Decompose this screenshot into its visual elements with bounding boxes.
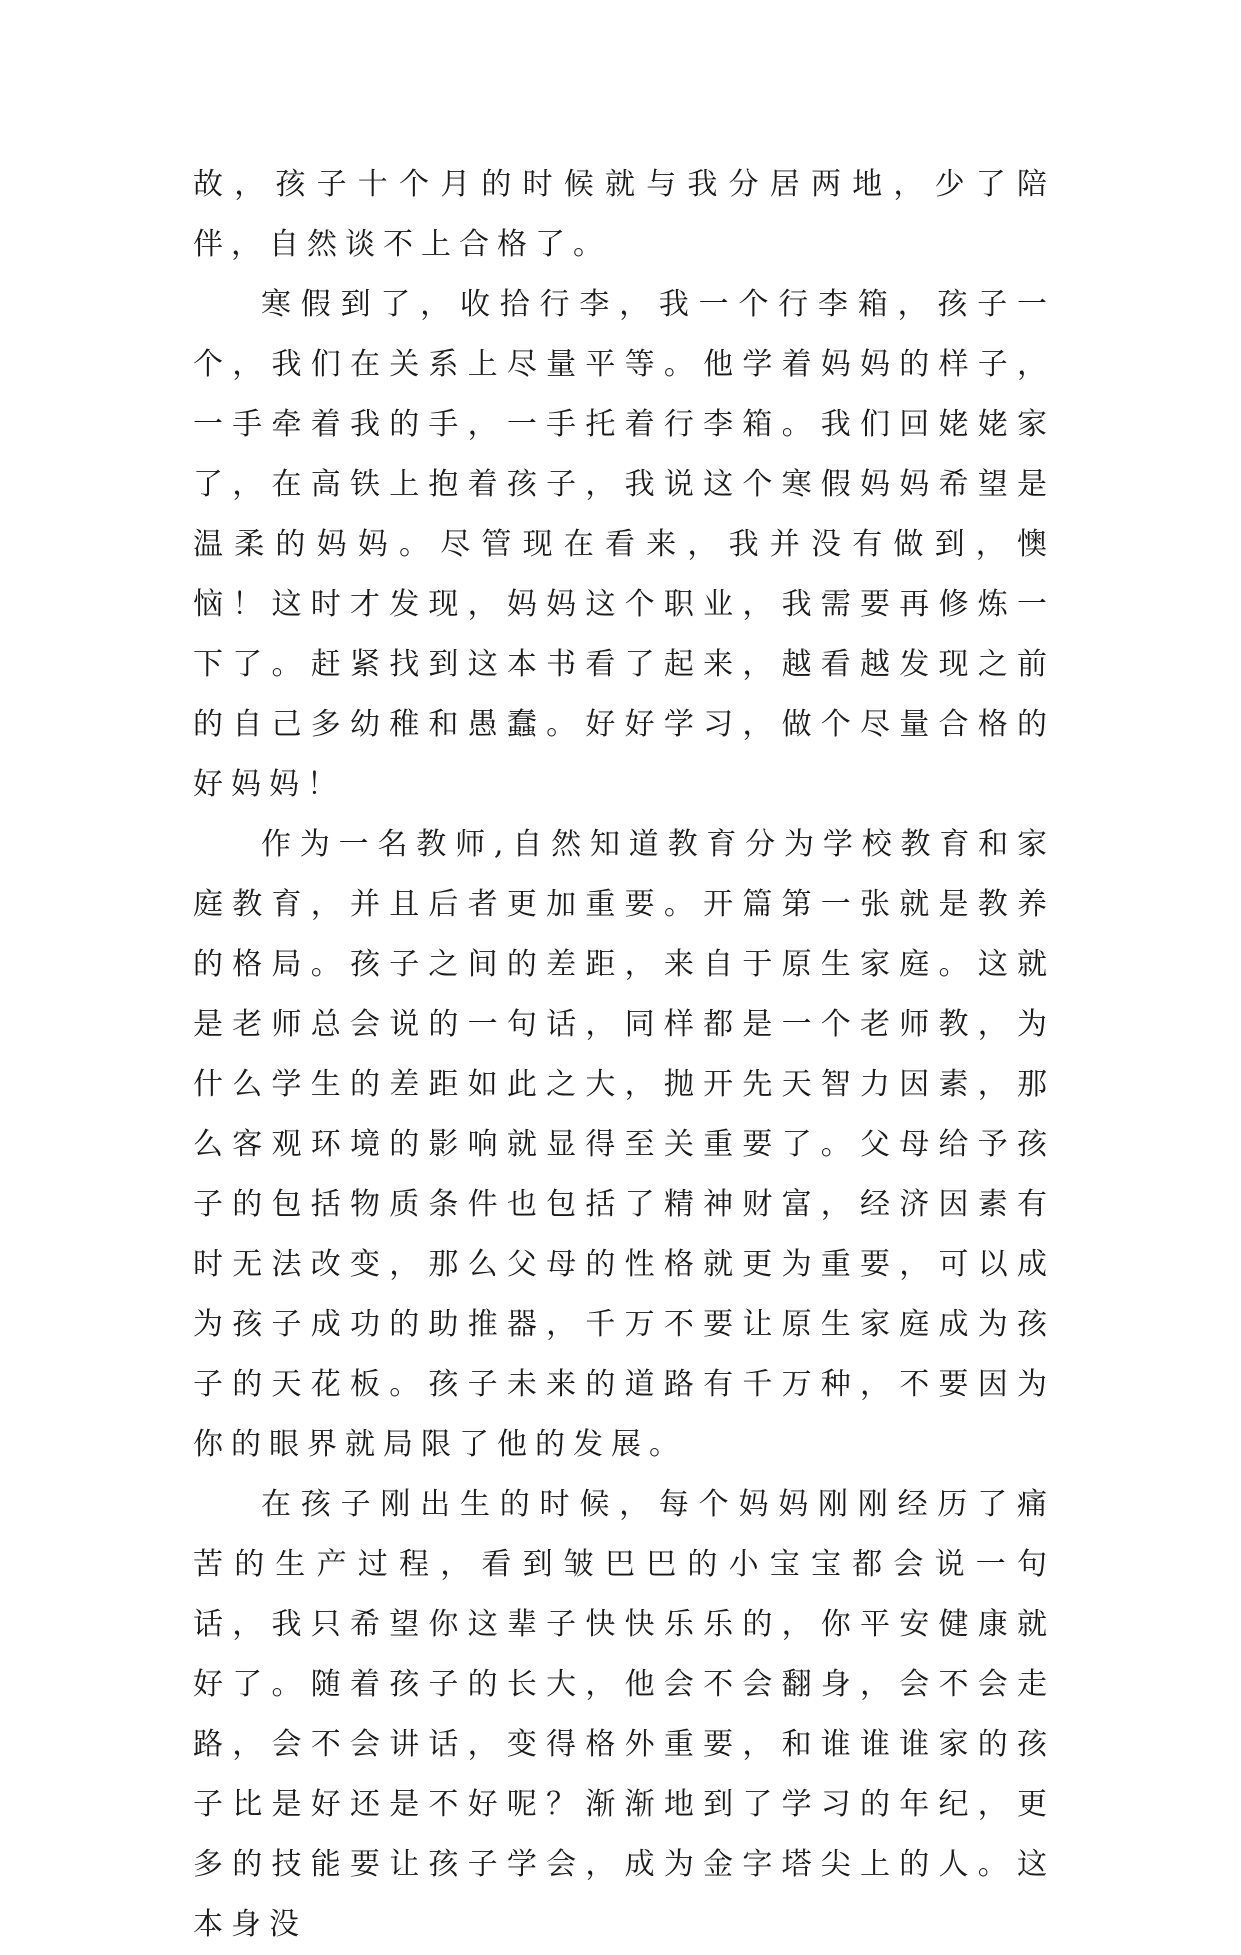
paragraph-continuation: 故，孩子十个月的时候就与我分居两地，少了陪伴，自然谈不上合格了。 [193, 167, 1055, 262]
paragraph-child-growth: 在孩子刚出生的时候，每个妈妈刚刚经历了痛苦的生产过程，看到皱巴巴的小宝宝都会说一句话，我只希望你这辈子快快乐乐的，你平安健康就好了。随着孩子的长大，他会不会翻身，会不会走路，会不会讲话，变得格外重要，和谁谁谁家的孩子比是好还是不好呢？渐渐地到了学习的年纪，更多的技能要让孩子学会，成为金字塔尖上的人。这本身没 [193, 1487, 1055, 1942]
paragraph-teacher-reflection: 作为一名教师,自然知道教育分为学校教育和家庭教育，并且后者更加重要。开篇第一张就是教养的格局。孩子之间的差距，来自于原生家庭。这就是老师总会说的一句话，同样都是一个老师教，为什么学生的差距如此之大，抛开先天智力因素，那么客观环境的影响就显得至关重要了。父母给予孩子的包括物质条件也包括了精神财富，经济因素有时无法改变，那么父母的性格就更为重要，可以成为孩子成功的助推器，千万不要让原生家庭成为孩子的天花板。孩子未来的道路有千万种，不要因为你的眼界就局限了他的发展。 [193, 827, 1055, 1462]
document-page [193, 155, 1055, 1955]
paragraph-winter-break: 寒假到了，收拾行李，我一个行李箱，孩子一个，我们在关系上尽量平等。他学着妈妈的样子，一手牵着我的手，一手托着行李箱。我们回姥姥家了，在高铁上抱着孩子，我说这个寒假妈妈希望是温柔的妈妈。尽管现在看来，我并没有做到，懊恼！这时才发现，妈妈这个职业，我需要再修炼一下了。赶紧找到这本书看了起来，越看越发现之前的自己多幼稚和愚蠢。好好学习，做个尽量合格的好妈妈！ [193, 287, 1055, 802]
